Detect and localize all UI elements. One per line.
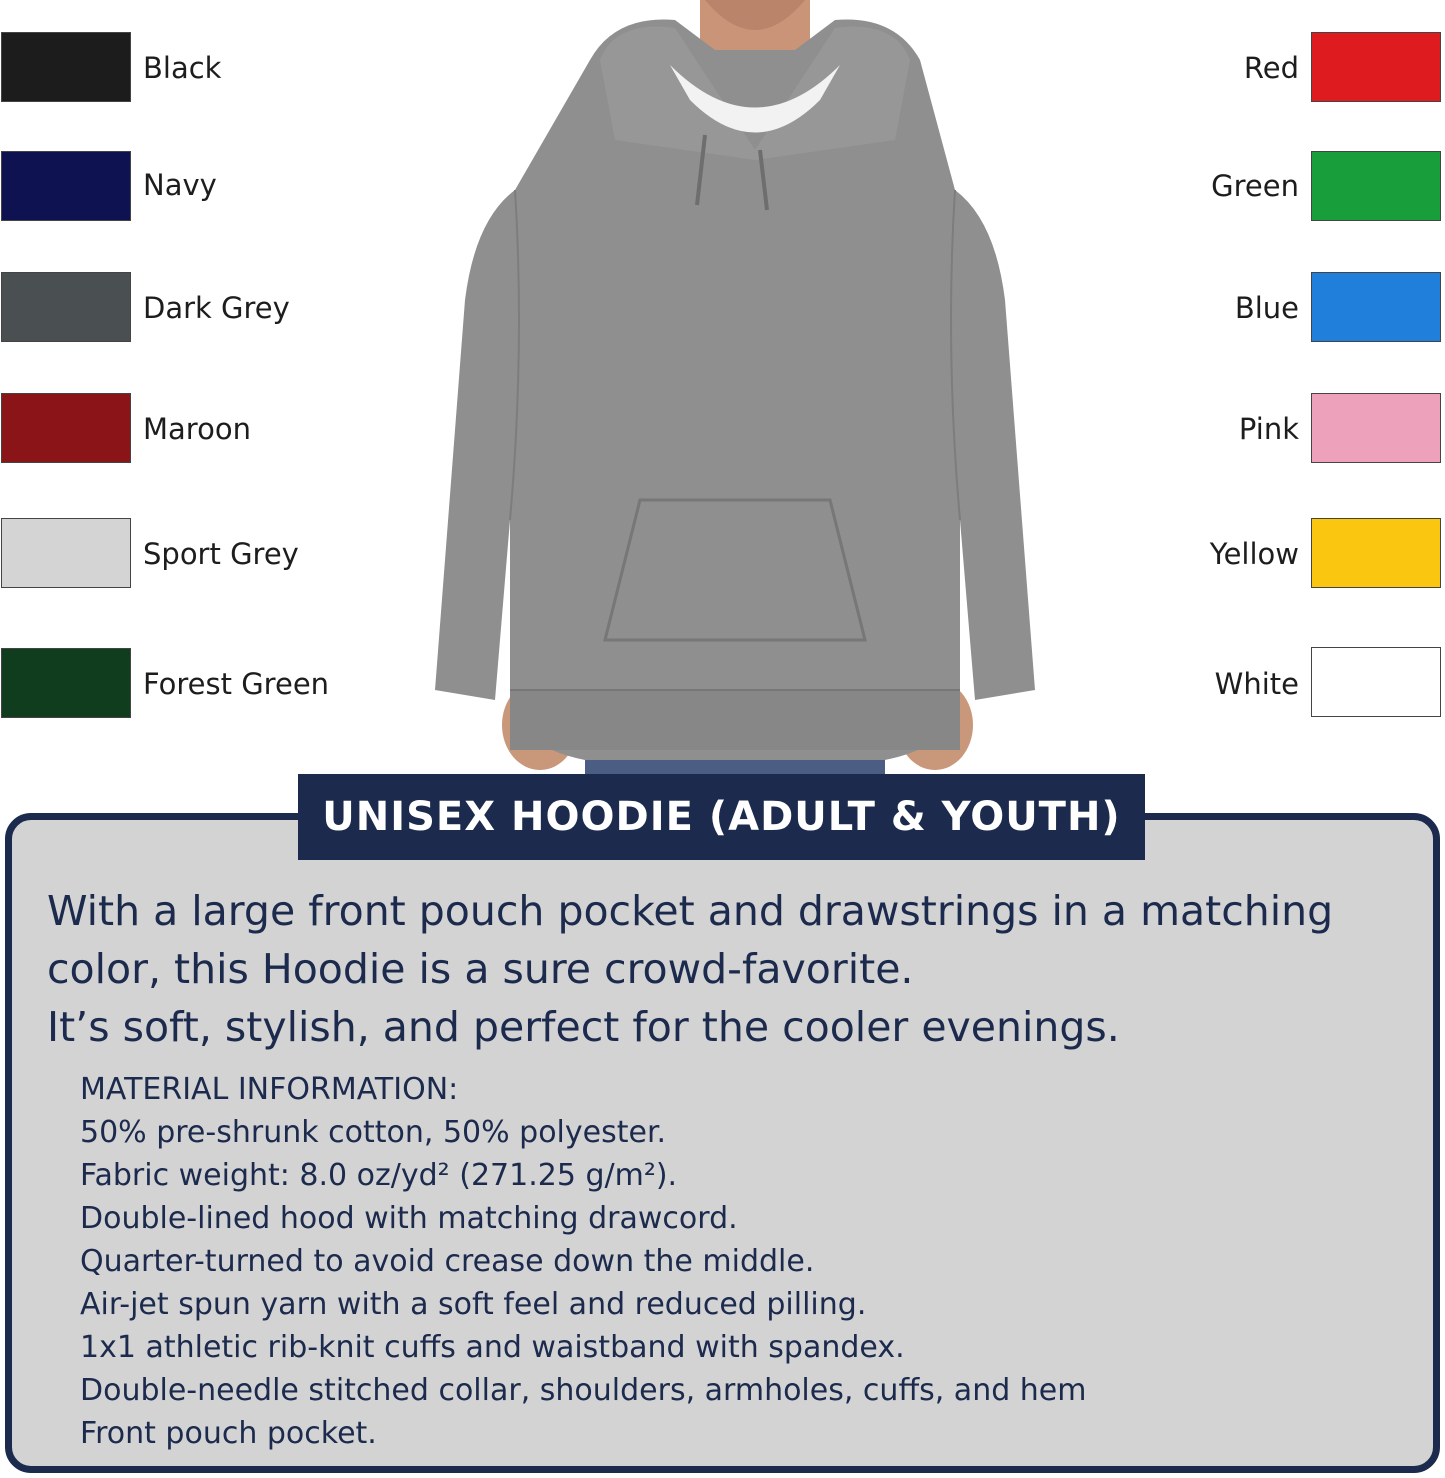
swatch-dark-grey[interactable] — [1, 272, 131, 342]
hoodie-product-image — [415, 0, 1055, 775]
swatch-label-red: Red — [1243, 51, 1299, 85]
swatch-label-green: Green — [1211, 169, 1299, 203]
description-line: color, this Hoodie is a sure crowd-favorite. — [47, 945, 914, 993]
swatch-maroon[interactable] — [1, 393, 131, 463]
material-item: Quarter-turned to avoid crease down the middle. — [80, 1244, 815, 1279]
swatch-white[interactable] — [1311, 647, 1441, 717]
product-description — [47, 882, 1427, 1056]
swatch-red[interactable] — [1311, 32, 1441, 102]
panel-title-banner — [298, 774, 1145, 860]
swatch-blue[interactable] — [1311, 272, 1441, 342]
swatch-forest-green[interactable] — [1, 648, 131, 718]
waistband — [510, 690, 960, 750]
swatch-label-blue: Blue — [1234, 291, 1299, 325]
material-item: Double-needle stitched collar, shoulders, armholes, cuffs, and hem — [80, 1373, 1087, 1408]
panel-title: UNISEX HOODIE (ADULT & YOUTH) — [322, 794, 1121, 840]
material-item: 1x1 athletic rib-knit cuffs and waistband with spandex. — [80, 1330, 905, 1365]
swatch-label-sport-grey: Sport Grey — [143, 537, 299, 571]
swatch-label-dark-grey: Dark Grey — [143, 291, 290, 325]
swatch-label-maroon: Maroon — [143, 412, 251, 446]
swatch-green[interactable] — [1311, 151, 1441, 221]
swatch-sport-grey[interactable] — [1, 518, 131, 588]
material-item: Front pouch pocket. — [80, 1416, 377, 1451]
description-line: It’s soft, stylish, and perfect for the cooler evenings. — [47, 1003, 1120, 1051]
material-item: Double-lined hood with matching drawcord. — [80, 1201, 738, 1236]
swatch-label-yellow: Yellow — [1209, 537, 1299, 571]
swatch-label-white: White — [1214, 667, 1299, 701]
swatch-label-navy: Navy — [143, 168, 217, 202]
material-item: 50% pre-shrunk cotton, 50% polyester. — [80, 1115, 667, 1150]
material-information — [80, 1068, 1086, 1455]
description-line: With a large front pouch pocket and drawstrings in a matching — [47, 887, 1334, 935]
swatch-label-forest-green: Forest Green — [143, 667, 330, 701]
swatch-navy[interactable] — [1, 151, 131, 221]
swatch-label-pink: Pink — [1238, 412, 1299, 446]
material-item: Air-jet spun yarn with a soft feel and reduced pilling. — [80, 1287, 867, 1322]
swatch-pink[interactable] — [1311, 393, 1441, 463]
swatch-yellow[interactable] — [1311, 518, 1441, 588]
swatch-label-black: Black — [143, 51, 222, 85]
material-item: Fabric weight: 8.0 oz/yd² (271.25 g/m²). — [80, 1158, 678, 1193]
swatch-black[interactable] — [1, 32, 131, 102]
material-heading: MATERIAL INFORMATION: — [80, 1072, 459, 1107]
